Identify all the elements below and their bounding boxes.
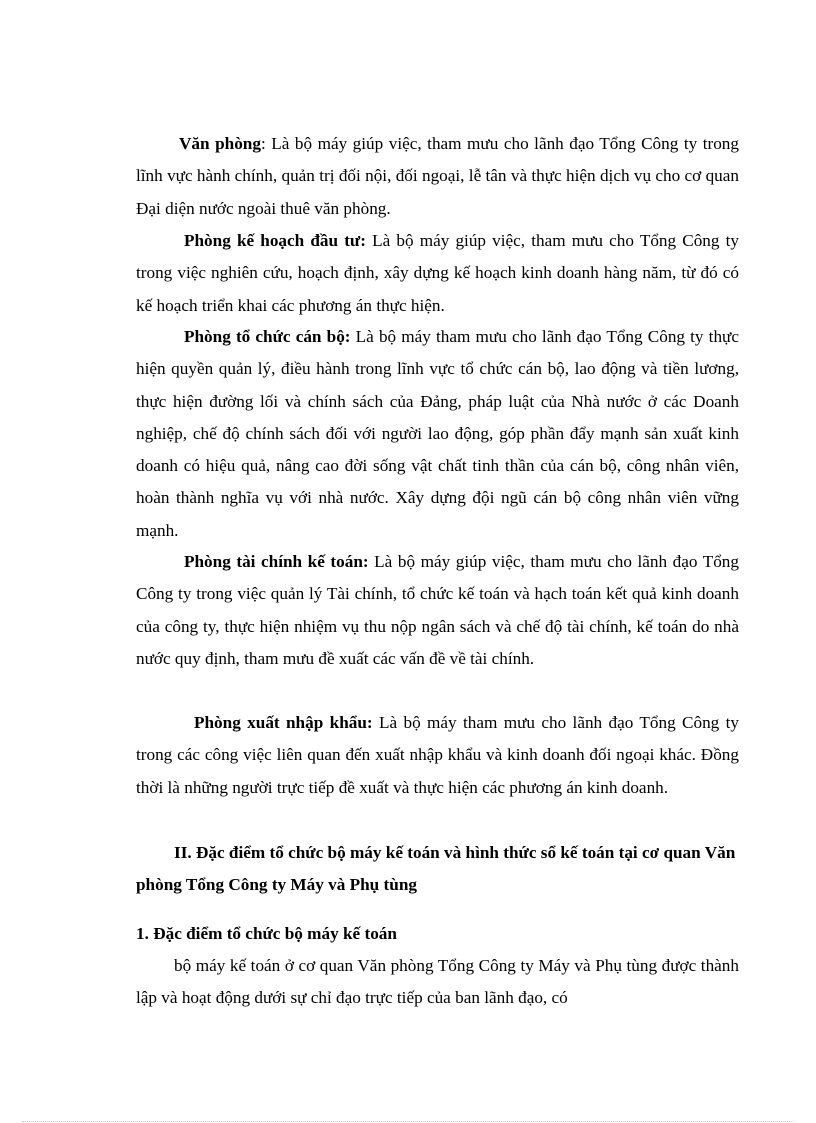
paragraph-label: Phòng tài chính kế toán: [184,552,369,571]
paragraph-text: Là bộ máy tham mưu cho lãnh đạo Tổng Công ty trong các công việc liên quan đến xuất nhập khẩu và kinh doanh đối ngoại khác. Đồng thời là những người trực tiếp đề xuất và thực hiện các phương án kinh doanh. [136,713,740,797]
paragraph-to-chuc-can-bo [136,321,739,547]
paragraph-tai-chinh-ke-toan [136,546,739,675]
paragraph-text: Là bộ máy giúp việc, tham mưu cho Tổng Công ty trong việc nghiên cứu, hoạch định, xây dựng kế hoạch kinh doanh hàng năm, từ đó có kế hoạch triển khai các phương án thực hiện. [136,231,739,315]
paragraph-label: Phòng kế hoạch đầu tư: [184,231,366,250]
paragraph-van-phong [136,128,739,225]
body-paragraph: bộ máy kế toán ở cơ quan Văn phòng Tổng Công ty Máy và Phụ tùng được thành lập và hoạt động dưới sự chỉ đạo trực tiếp của ban lãnh đạo, có [136,956,739,1008]
page-footer-divider [22,1121,794,1122]
paragraph-text: Là bộ máy tham mưu cho lãnh đạo Tổng Công ty thực hiện quyền quản lý, điều hành trong lĩnh vực tổ chức cán bộ, lao động và tiền lương, thực hiện đường lối và chính sách của Đảng, pháp luật của Nhà nước ở các Doanh nghiệp, chế độ chính sách đối với người lao động, góp phần đẩy mạnh sản xuất kinh doanh có hiệu quả, nâng cao đời sống vật chất tinh thần của cán bộ, công nhân viên, hoàn thành nghĩa vụ với nhà nước. Xây dựng đội ngũ cán bộ công nhân viên vững mạnh. [136,327,739,540]
paragraph-label: Phòng tổ chức cán bộ: [184,327,351,346]
label-separator: : [260,134,266,153]
paragraph-text: Là bộ máy giúp việc, tham mưu cho lãnh đạo Tổng Công ty trong lĩnh vực hành chính, quản trị đối nội, đối ngoại, lễ tân và thực hiện dịch vụ cho cơ quan Đại diện nước ngoài thuê văn phòng. [136,134,739,218]
paragraph-xuat-nhap-khau [136,707,739,804]
paragraph-text: Là bộ máy giúp việc, tham mưu cho lãnh đạo Tổng Công ty trong việc quản lý Tài chính, tổ chức kế toán và hạch toán kết quả kinh doanh của công ty, thực hiện nhiệm vụ thu nộp ngân sách và chế độ tài chính, kế toán do nhà nước quy định, tham mưu đề xuất các vấn đề về tài chính. [136,552,739,668]
paragraph-ke-hoach-dau-tu [136,225,739,322]
paragraph-label: Phòng xuất nhập khẩu: [194,713,373,732]
section-heading: II. Đặc điểm tổ chức bộ máy kế toán và hình thức sổ kế toán tại cơ quan Văn phòng Tổng Công ty Máy và Phụ tùng [136,843,736,894]
paragraph-label: Văn phòng [179,134,261,153]
subsection-heading: 1. Đặc điểm tổ chức bộ máy kế toán [136,924,397,943]
